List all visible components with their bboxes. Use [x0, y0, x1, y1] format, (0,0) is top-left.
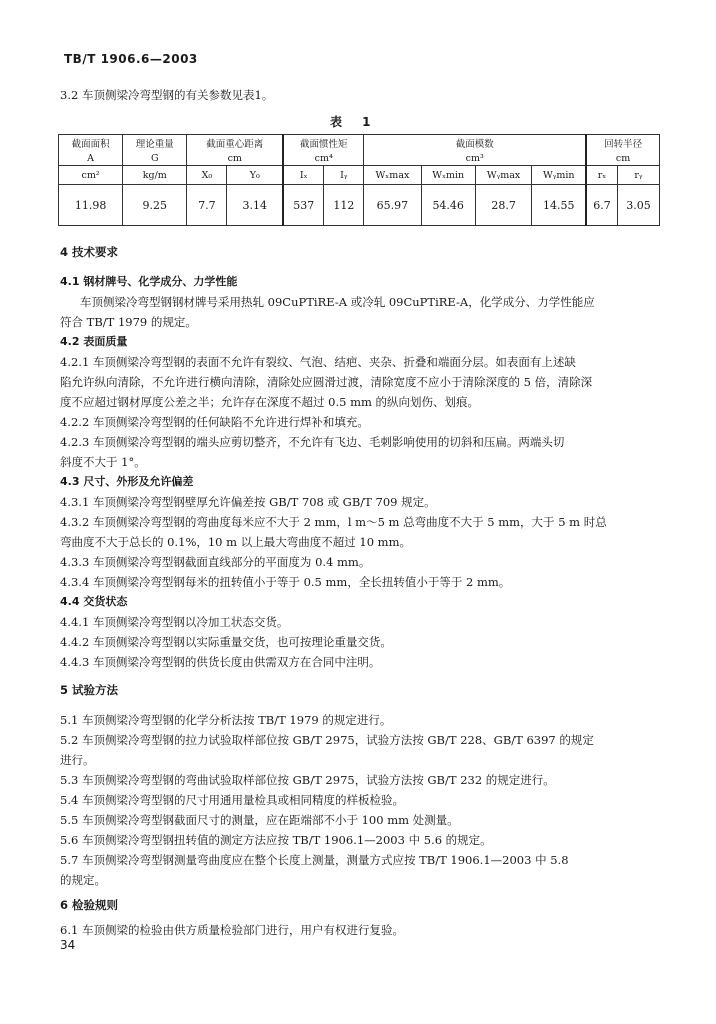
unit-radius: cm: [586, 151, 659, 166]
unit-cell: kg/m: [123, 166, 187, 185]
unit-cell: Y₀: [227, 166, 283, 185]
body-line: 4.3.3 车顶侧梁冷弯型钢截面直线部分的平面度为 0.4 mm。: [60, 555, 371, 569]
header-area: 截面面积: [59, 135, 123, 152]
body-line: 进行。: [60, 753, 95, 767]
unit-cell: cm²: [59, 166, 123, 185]
unit-cell: Iₓ: [283, 166, 324, 185]
section-heading: 4 技术要求: [60, 245, 119, 259]
subsection-heading: 4.1 钢材牌号、化学成分、力学性能: [60, 275, 238, 288]
value-cell: 14.55: [532, 185, 586, 226]
body-line: 4.4.1 车顶侧梁冷弯型钢以冷加工状态交货。: [60, 615, 289, 629]
body-line: 5.2 车顶侧梁冷弯型钢的拉力试验取样部位按 GB/T 2975，试验方法按 GB/T 228、GB/T 6397 的规定: [60, 733, 594, 747]
parameter-table: [58, 134, 660, 226]
body-line: 5.4 车顶侧梁冷弯型钢的尺寸用通用量检具或相同精度的样板检验。: [60, 793, 404, 807]
unit-cell: rₓ: [586, 166, 617, 185]
unit-cell: Wᵧmin: [532, 166, 586, 185]
value-cell: 54.46: [421, 185, 475, 226]
unit-centroid: cm: [187, 151, 283, 166]
body-line: 4.3.1 车顶侧梁冷弯型钢壁厚允许偏差按 GB/T 708 或 GB/T 709 规定。: [60, 495, 436, 509]
body-line: 5.6 车顶侧梁冷弯型钢扭转值的测定方法应按 TB/T 1906.1—2003 中 5.6 的规定。: [60, 833, 492, 847]
value-cell: 3.05: [617, 185, 659, 226]
value-cell: 6.7: [586, 185, 617, 226]
value-cell: 537: [283, 185, 324, 226]
body-line: 4.2.3 车顶侧梁冷弯型钢的端头应剪切整齐，不允许有飞边、毛刺影响使用的切斜和压扁。两端头切: [60, 435, 565, 449]
table-title: 表 1: [330, 115, 379, 129]
unit-cell: X₀: [187, 166, 227, 185]
unit-inertia: cm⁴: [283, 151, 364, 166]
unit-cell: rᵧ: [617, 166, 659, 185]
header-inertia: 截面惯性矩: [283, 135, 364, 152]
subsection-heading: 4.3 尺寸、外形及允许偏差: [60, 475, 194, 488]
standard-header: TB/T 1906.6—2003: [64, 52, 198, 66]
body-line: 的规定。: [60, 873, 106, 887]
symbol-area: A: [59, 151, 123, 166]
body-line: 4.4.3 车顶侧梁冷弯型钢的供货长度由供需双方在合同中注明。: [60, 655, 381, 669]
header-radius: 回转半径: [586, 135, 659, 152]
body-line: 陷允许纵向清除，不允许进行横向清除，清除处应圆滑过渡，清除宽度不应小于清除深度的 5 倍，清除深: [60, 375, 593, 389]
value-cell: 11.98: [59, 185, 123, 226]
value-cell: 65.97: [364, 185, 421, 226]
header-weight: 理论重量: [123, 135, 187, 152]
table-header-row-1: [59, 135, 660, 152]
body-line: 弯曲度不大于总长的 0.1%，10 m 以上最大弯曲度不超过 10 mm。: [60, 535, 411, 549]
unit-cell: Wₓmin: [421, 166, 475, 185]
table-header-row-2: [59, 151, 660, 166]
body-line: 5.1 车顶侧梁冷弯型钢的化学分析法按 TB/T 1979 的规定进行。: [60, 713, 392, 727]
value-cell: 7.7: [187, 185, 227, 226]
page-number: 34: [60, 938, 76, 952]
body-line: 5.5 车顶侧梁冷弯型钢截面尺寸的测量，应在距端部不小于 100 mm 处测量。: [60, 813, 459, 827]
body-line: 4.2.2 车顶侧梁冷弯型钢的任何缺陷不允许进行焊补和填充。: [60, 415, 369, 429]
value-cell: 28.7: [475, 185, 532, 226]
subsection-heading: 4.2 表面质量: [60, 335, 128, 348]
section-heading: 5 试验方法: [60, 683, 119, 697]
body-line: 度不应超过钢材厚度公差之半；允许存在深度不超过 0.5 mm 的纵向划伤、划痕。: [60, 395, 480, 409]
value-cell: 112: [324, 185, 364, 226]
header-modulus: 截面模数: [364, 135, 586, 152]
body-line: 4.3.4 车顶侧梁冷弯型钢每米的扭转值小于等于 0.5 mm，全长扭转值小于等于 2 mm。: [60, 575, 511, 589]
body-line: 4.4.2 车顶侧梁冷弯型钢以实际重量交货，也可按理论重量交货。: [60, 635, 392, 649]
body-line: 车顶侧梁冷弯型钢钢材牌号采用热轧 09CuPTiRE-A 或冷轧 09CuPTiRE-A，化学成分、力学性能应: [80, 295, 595, 309]
value-cell: 9.25: [123, 185, 187, 226]
unit-modulus: cm³: [364, 151, 586, 166]
symbol-weight: G: [123, 151, 187, 166]
value-cell: 3.14: [227, 185, 283, 226]
table-header-row-3: [59, 166, 660, 185]
subsection-heading: 4.4 交货状态: [60, 595, 128, 608]
section-heading: 6 检验规则: [60, 898, 119, 912]
body-line: 5.7 车顶侧梁冷弯型钢测量弯曲度应在整个长度上测量，测量方式应按 TB/T 1906.1—2003 中 5.8: [60, 853, 569, 867]
body-line: 4.2.1 车顶侧梁冷弯型钢的表面不允许有裂纹、气泡、结疤、夹杂、折叠和端面分层。如表面有上述缺: [60, 355, 576, 369]
unit-cell: Iᵧ: [324, 166, 364, 185]
body-line: 斜度不大于 1°。: [60, 455, 146, 469]
body-line: 符合 TB/T 1979 的规定。: [60, 315, 197, 329]
unit-cell: Wₓmax: [364, 166, 421, 185]
body-line: 4.3.2 车顶侧梁冷弯型钢的弯曲度每米应不大于 2 mm，l m～5 m 总弯曲度不大于 5 mm，大于 5 m 时总: [60, 515, 607, 529]
body-line: 6.1 车顶侧梁的检验由供方质量检验部门进行，用户有权进行复验。: [60, 923, 404, 937]
table-value-row: [59, 185, 660, 226]
body-line: 5.3 车顶侧梁冷弯型钢的弯曲试验取样部位按 GB/T 2975，试验方法按 GB/T 232 的规定进行。: [60, 773, 555, 787]
intro-text: 3.2 车顶侧梁冷弯型钢的有关参数见表1。: [60, 88, 274, 102]
header-centroid: 截面重心距离: [187, 135, 283, 152]
unit-cell: Wᵧmax: [475, 166, 532, 185]
